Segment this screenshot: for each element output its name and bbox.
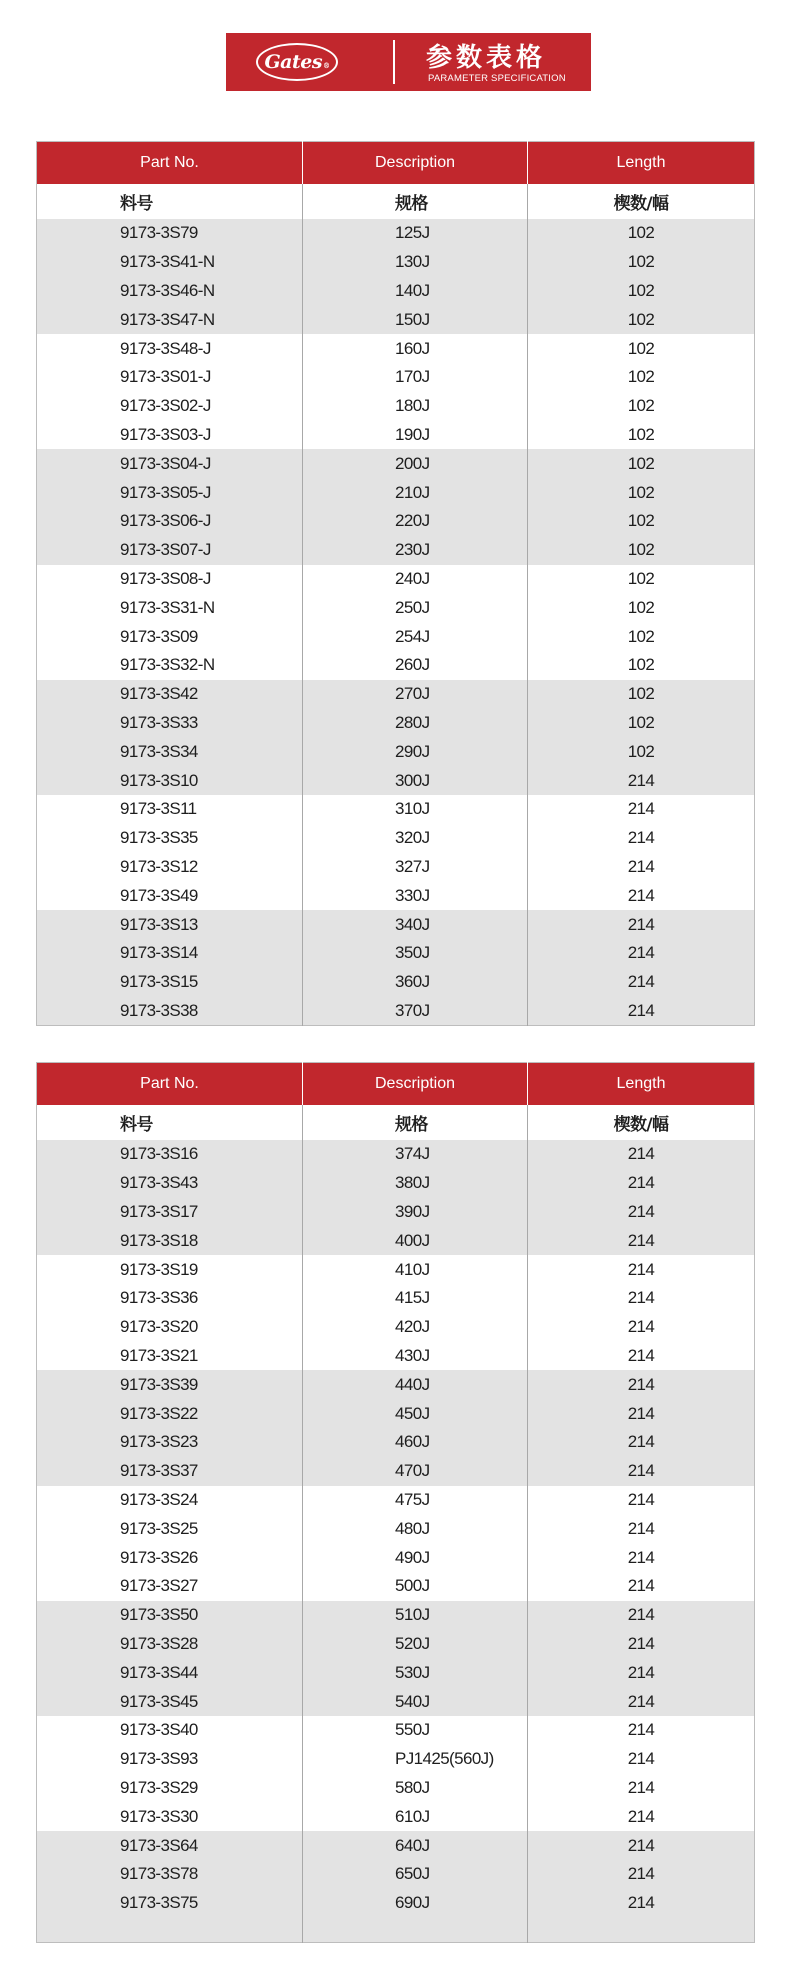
- header-length: Length: [528, 142, 755, 185]
- empty-cell: [37, 1918, 303, 1943]
- cell-length: 102: [528, 277, 755, 306]
- table-filler-row: [37, 1918, 755, 1943]
- cell-description: 190J: [303, 421, 528, 450]
- cell-length: 102: [528, 507, 755, 536]
- cell-part-no: 9173-3S42: [37, 680, 303, 709]
- cell-part-no: 9173-3S17: [37, 1198, 303, 1227]
- empty-cell: [528, 1918, 755, 1943]
- table-row: [37, 1399, 755, 1428]
- cell-part-no: 9173-3S29: [37, 1774, 303, 1803]
- cell-part-no: 9173-3S49: [37, 881, 303, 910]
- cell-part-no: 9173-3S48-J: [37, 334, 303, 363]
- table-row: [37, 1457, 755, 1486]
- cell-part-no: 9173-3S08-J: [37, 565, 303, 594]
- cell-description: 490J: [303, 1543, 528, 1572]
- cell-description: 330J: [303, 881, 528, 910]
- cell-part-no: 9173-3S06-J: [37, 507, 303, 536]
- table-row: [37, 737, 755, 766]
- cell-description: 390J: [303, 1198, 528, 1227]
- cell-description: 520J: [303, 1630, 528, 1659]
- page-title-zh: 参数表格: [426, 43, 547, 73]
- table-header-row: [37, 1063, 755, 1106]
- cell-description: 610J: [303, 1802, 528, 1831]
- cell-part-no: 9173-3S03-J: [37, 421, 303, 450]
- cell-description: 500J: [303, 1572, 528, 1601]
- cell-description: 540J: [303, 1687, 528, 1716]
- table-row: [37, 853, 755, 882]
- cell-part-no: 9173-3S10: [37, 766, 303, 795]
- header-description-zh: 规格: [303, 184, 528, 219]
- cell-length: 214: [528, 1831, 755, 1860]
- cell-part-no: 9173-3S12: [37, 853, 303, 882]
- cell-length: 214: [528, 1514, 755, 1543]
- header-part-no: Part No.: [37, 142, 303, 185]
- cell-length: 102: [528, 305, 755, 334]
- table-row: [37, 1169, 755, 1198]
- cell-part-no: 9173-3S30: [37, 1802, 303, 1831]
- cell-length: 214: [528, 1457, 755, 1486]
- cell-length: 214: [528, 939, 755, 968]
- table-row: [37, 536, 755, 565]
- table-row: [37, 939, 755, 968]
- table-header-row: [37, 142, 755, 185]
- cell-part-no: 9173-3S09: [37, 622, 303, 651]
- table-row: [37, 1370, 755, 1399]
- table-subheader-row: [37, 184, 755, 219]
- cell-length: 214: [528, 968, 755, 997]
- cell-length: 102: [528, 334, 755, 363]
- table-row: [37, 1802, 755, 1831]
- cell-description: 380J: [303, 1169, 528, 1198]
- cell-part-no: 9173-3S79: [37, 219, 303, 248]
- cell-part-no: 9173-3S15: [37, 968, 303, 997]
- table-row: [37, 421, 755, 450]
- cell-description: 460J: [303, 1428, 528, 1457]
- cell-description: 270J: [303, 680, 528, 709]
- gates-logo: [256, 43, 338, 81]
- header-banner: [226, 33, 591, 91]
- table-row: [37, 1630, 755, 1659]
- cell-part-no: 9173-3S28: [37, 1630, 303, 1659]
- table-row: [37, 219, 755, 248]
- cell-part-no: 9173-3S20: [37, 1313, 303, 1342]
- cell-length: 102: [528, 449, 755, 478]
- cell-length: 102: [528, 363, 755, 392]
- cell-part-no: 9173-3S02-J: [37, 392, 303, 421]
- cell-part-no: 9173-3S26: [37, 1543, 303, 1572]
- cell-description: 125J: [303, 219, 528, 248]
- cell-part-no: 9173-3S22: [37, 1399, 303, 1428]
- cell-length: 102: [528, 709, 755, 738]
- cell-length: 214: [528, 1313, 755, 1342]
- cell-length: 102: [528, 565, 755, 594]
- table-row: [37, 1486, 755, 1515]
- cell-part-no: 9173-3S36: [37, 1284, 303, 1313]
- table-row: [37, 824, 755, 853]
- cell-part-no: 9173-3S32-N: [37, 651, 303, 680]
- table-row: [37, 1198, 755, 1227]
- table-row: [37, 1313, 755, 1342]
- header-description-zh: 规格: [303, 1105, 528, 1140]
- cell-part-no: 9173-3S25: [37, 1514, 303, 1543]
- cell-length: 214: [528, 824, 755, 853]
- cell-description: 420J: [303, 1313, 528, 1342]
- cell-length: 214: [528, 1399, 755, 1428]
- cell-description: 480J: [303, 1514, 528, 1543]
- cell-length: 102: [528, 421, 755, 450]
- cell-description: 530J: [303, 1658, 528, 1687]
- cell-description: 690J: [303, 1889, 528, 1918]
- table-row: [37, 709, 755, 738]
- cell-description: 475J: [303, 1486, 528, 1515]
- cell-description: 327J: [303, 853, 528, 882]
- cell-part-no: 9173-3S37: [37, 1457, 303, 1486]
- cell-description: 180J: [303, 392, 528, 421]
- cell-description: 450J: [303, 1399, 528, 1428]
- header-length: Length: [528, 1063, 755, 1106]
- cell-length: 214: [528, 1428, 755, 1457]
- header-description: Description: [303, 1063, 528, 1106]
- cell-part-no: 9173-3S13: [37, 910, 303, 939]
- table-row: [37, 1601, 755, 1630]
- table-row: [37, 1658, 755, 1687]
- cell-description: 580J: [303, 1774, 528, 1803]
- cell-length: 214: [528, 1198, 755, 1227]
- cell-part-no: 9173-3S21: [37, 1342, 303, 1371]
- table-row: [37, 1428, 755, 1457]
- header-length-zh: 楔数/幅: [528, 1105, 755, 1140]
- cell-length: 214: [528, 766, 755, 795]
- cell-part-no: 9173-3S16: [37, 1140, 303, 1169]
- cell-description: 290J: [303, 737, 528, 766]
- cell-description: 440J: [303, 1370, 528, 1399]
- cell-description: 210J: [303, 478, 528, 507]
- cell-part-no: 9173-3S35: [37, 824, 303, 853]
- cell-description: 200J: [303, 449, 528, 478]
- cell-description: 130J: [303, 248, 528, 277]
- cell-length: 214: [528, 1342, 755, 1371]
- table-row: [37, 1831, 755, 1860]
- cell-length: 214: [528, 1601, 755, 1630]
- header-description: Description: [303, 142, 528, 185]
- cell-length: 214: [528, 1370, 755, 1399]
- cell-description: 170J: [303, 363, 528, 392]
- table-row: [37, 1572, 755, 1601]
- cell-part-no: 9173-3S44: [37, 1658, 303, 1687]
- table-row: [37, 392, 755, 421]
- header-part-no-zh: 料号: [37, 1105, 303, 1140]
- cell-part-no: 9173-3S40: [37, 1716, 303, 1745]
- cell-part-no: 9173-3S19: [37, 1255, 303, 1284]
- cell-part-no: 9173-3S46-N: [37, 277, 303, 306]
- cell-length: 214: [528, 881, 755, 910]
- banner-divider: [393, 40, 395, 84]
- cell-description: 140J: [303, 277, 528, 306]
- table-row: [37, 1860, 755, 1889]
- cell-part-no: 9173-3S64: [37, 1831, 303, 1860]
- cell-part-no: 9173-3S14: [37, 939, 303, 968]
- empty-cell: [303, 1918, 528, 1943]
- cell-length: 102: [528, 737, 755, 766]
- cell-length: 214: [528, 1774, 755, 1803]
- cell-part-no: 9173-3S01-J: [37, 363, 303, 392]
- cell-length: 102: [528, 680, 755, 709]
- header-part-no: Part No.: [37, 1063, 303, 1106]
- table-row: [37, 1745, 755, 1774]
- table-row: [37, 1226, 755, 1255]
- cell-part-no: 9173-3S04-J: [37, 449, 303, 478]
- table-row: [37, 593, 755, 622]
- cell-description: 280J: [303, 709, 528, 738]
- cell-description: 350J: [303, 939, 528, 968]
- table-row: [37, 881, 755, 910]
- cell-part-no: 9173-3S27: [37, 1572, 303, 1601]
- cell-part-no: 9173-3S39: [37, 1370, 303, 1399]
- cell-description: 220J: [303, 507, 528, 536]
- logo-text: Gates: [264, 51, 323, 73]
- cell-part-no: 9173-3S24: [37, 1486, 303, 1515]
- cell-description: 300J: [303, 766, 528, 795]
- cell-part-no: 9173-3S18: [37, 1226, 303, 1255]
- table-row: [37, 1514, 755, 1543]
- cell-length: 214: [528, 910, 755, 939]
- cell-part-no: 9173-3S43: [37, 1169, 303, 1198]
- table-row: [37, 622, 755, 651]
- cell-length: 102: [528, 593, 755, 622]
- cell-description: 240J: [303, 565, 528, 594]
- cell-length: 214: [528, 1169, 755, 1198]
- cell-description: 640J: [303, 1831, 528, 1860]
- cell-length: 102: [528, 248, 755, 277]
- table-row: [37, 1543, 755, 1572]
- table-row: [37, 1687, 755, 1716]
- cell-length: 214: [528, 1572, 755, 1601]
- table-row: [37, 997, 755, 1026]
- cell-length: 214: [528, 1140, 755, 1169]
- cell-part-no: 9173-3S33: [37, 709, 303, 738]
- cell-length: 214: [528, 1255, 755, 1284]
- cell-part-no: 9173-3S05-J: [37, 478, 303, 507]
- cell-description: 360J: [303, 968, 528, 997]
- cell-part-no: 9173-3S11: [37, 795, 303, 824]
- page-title-en: PARAMETER SPECIFICATION: [428, 73, 566, 84]
- table-row: [37, 1255, 755, 1284]
- cell-description: 230J: [303, 536, 528, 565]
- cell-part-no: 9173-3S78: [37, 1860, 303, 1889]
- table-row: [37, 680, 755, 709]
- cell-length: 214: [528, 1802, 755, 1831]
- table-row: [37, 1716, 755, 1745]
- cell-description: 254J: [303, 622, 528, 651]
- cell-description: 320J: [303, 824, 528, 853]
- cell-length: 102: [528, 478, 755, 507]
- cell-part-no: 9173-3S93: [37, 1745, 303, 1774]
- table-row: [37, 968, 755, 997]
- cell-length: 214: [528, 1745, 755, 1774]
- table-row: [37, 1774, 755, 1803]
- cell-description: 470J: [303, 1457, 528, 1486]
- cell-description: 340J: [303, 910, 528, 939]
- cell-description: 160J: [303, 334, 528, 363]
- cell-length: 214: [528, 1658, 755, 1687]
- cell-length: 214: [528, 1716, 755, 1745]
- cell-length: 214: [528, 853, 755, 882]
- registered-mark-icon: ®: [323, 61, 330, 70]
- table-row: [37, 507, 755, 536]
- table-row: [37, 1889, 755, 1918]
- cell-part-no: 9173-3S41-N: [37, 248, 303, 277]
- cell-description: 310J: [303, 795, 528, 824]
- cell-description: 400J: [303, 1226, 528, 1255]
- cell-part-no: 9173-3S45: [37, 1687, 303, 1716]
- header-part-no-zh: 料号: [37, 184, 303, 219]
- table-row: [37, 910, 755, 939]
- cell-part-no: 9173-3S38: [37, 997, 303, 1026]
- cell-length: 214: [528, 997, 755, 1026]
- cell-description: 415J: [303, 1284, 528, 1313]
- cell-length: 214: [528, 795, 755, 824]
- cell-length: 214: [528, 1284, 755, 1313]
- spec-table-2: [36, 1062, 755, 1943]
- cell-description: 650J: [303, 1860, 528, 1889]
- cell-description: 550J: [303, 1716, 528, 1745]
- cell-length: 214: [528, 1860, 755, 1889]
- cell-length: 214: [528, 1543, 755, 1572]
- table-row: [37, 363, 755, 392]
- table-subheader-row: [37, 1105, 755, 1140]
- cell-length: 214: [528, 1687, 755, 1716]
- cell-part-no: 9173-3S50: [37, 1601, 303, 1630]
- cell-length: 102: [528, 392, 755, 421]
- cell-length: 102: [528, 622, 755, 651]
- cell-description: 374J: [303, 1140, 528, 1169]
- table-body: [37, 219, 755, 1026]
- cell-description: PJ1425(560J): [303, 1745, 528, 1774]
- cell-description: 250J: [303, 593, 528, 622]
- cell-part-no: 9173-3S23: [37, 1428, 303, 1457]
- cell-part-no: 9173-3S75: [37, 1889, 303, 1918]
- table-row: [37, 248, 755, 277]
- table-row: [37, 334, 755, 363]
- table-row: [37, 565, 755, 594]
- cell-part-no: 9173-3S07-J: [37, 536, 303, 565]
- cell-length: 102: [528, 219, 755, 248]
- cell-length: 102: [528, 651, 755, 680]
- table-row: [37, 1140, 755, 1169]
- header-length-zh: 楔数/幅: [528, 184, 755, 219]
- cell-length: 214: [528, 1226, 755, 1255]
- cell-description: 430J: [303, 1342, 528, 1371]
- cell-length: 214: [528, 1889, 755, 1918]
- table-row: [37, 1342, 755, 1371]
- table-row: [37, 795, 755, 824]
- cell-description: 370J: [303, 997, 528, 1026]
- cell-part-no: 9173-3S31-N: [37, 593, 303, 622]
- table-row: [37, 766, 755, 795]
- table-row: [37, 305, 755, 334]
- cell-description: 150J: [303, 305, 528, 334]
- table-row: [37, 449, 755, 478]
- table-body: [37, 1140, 755, 1942]
- cell-description: 260J: [303, 651, 528, 680]
- cell-length: 214: [528, 1486, 755, 1515]
- spec-table-1: [36, 141, 755, 1026]
- table-row: [37, 651, 755, 680]
- cell-part-no: 9173-3S34: [37, 737, 303, 766]
- table-row: [37, 478, 755, 507]
- table-row: [37, 277, 755, 306]
- cell-length: 214: [528, 1630, 755, 1659]
- cell-description: 510J: [303, 1601, 528, 1630]
- cell-length: 102: [528, 536, 755, 565]
- cell-part-no: 9173-3S47-N: [37, 305, 303, 334]
- cell-description: 410J: [303, 1255, 528, 1284]
- table-row: [37, 1284, 755, 1313]
